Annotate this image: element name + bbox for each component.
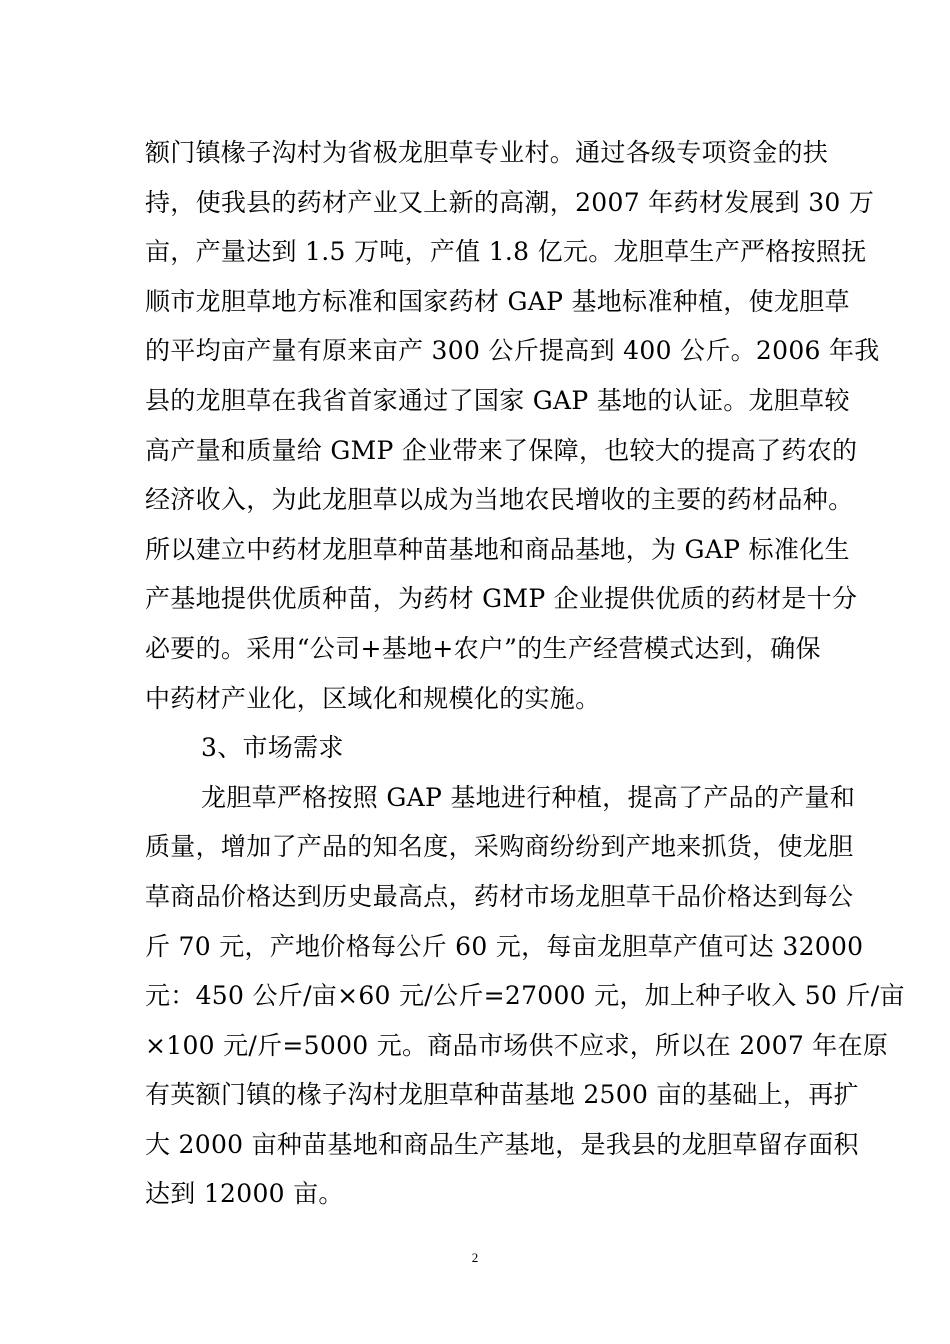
text-line: 亩，产量达到 1.5 万吨，产值 1.8 亿元。龙胆草生产严格按照抚 — [145, 237, 867, 267]
body-text — [145, 128, 905, 1219]
text-line: 龙胆草严格按照 GAP 基地进行种植，提高了产品的产量和 — [201, 782, 856, 812]
text-line: 产基地提供优质种苗，为药材 GMP 企业提供优质的药材是十分 — [145, 584, 858, 614]
text-line: 必要的。采用“公司+基地+农户”的生产经营模式达到，确保 — [145, 633, 821, 663]
text-line: 的平均亩产量有原来亩产 300 公斤提高到 400 公斤。2006 年我 — [145, 336, 880, 366]
text-line: 斤 70 元，产地价格每公斤 60 元，每亩龙胆草产值可达 32000 — [145, 931, 864, 961]
text-line: 经济收入，为此龙胆草以成为当地农民增收的主要的药材品种。 — [145, 485, 854, 515]
text-line: 高产量和质量给 GMP 企业带来了保障，也较大的提高了药农的 — [145, 435, 858, 465]
section-heading: 3、市场需求 — [201, 733, 344, 763]
text-line: 质量，增加了产品的知名度，采购商纷纷到产地来抓货，使龙胆 — [145, 832, 854, 862]
text-line: 所以建立中药材龙胆草种苗基地和商品基地，为 GAP 标准化生 — [145, 534, 850, 564]
text-line: 额门镇椽子沟村为省极龙胆草专业村。通过各级专项资金的扶 — [145, 138, 829, 167]
text-line: 中药材产业化，区域化和规模化的实施。 — [145, 683, 601, 713]
text-line: 达到 12000 亩。 — [145, 1179, 344, 1209]
text-line: 大 2000 亩种苗基地和商品生产基地，是我县的龙胆草留存面积 — [145, 1129, 859, 1159]
text-line: 有英额门镇的椽子沟村龙胆草种苗基地 2500 亩的基础上，再扩 — [145, 1080, 859, 1110]
text-line: 顺市龙胆草地方标准和国家药材 GAP 基地标准种植，使龙胆草 — [145, 286, 850, 316]
text-line: 县的龙胆草在我省首家通过了国家 GAP 基地的认证。龙胆草较 — [145, 385, 850, 415]
text-line: 持，使我县的药材产业又上新的高潮，2007 年药材发展到 30 万 — [145, 187, 875, 217]
text-line: ×100 元/斤=5000 元。商品市场供不应求，所以在 2007 年在原 — [145, 1030, 889, 1060]
text-line: 元：450 公斤/亩×60 元/公斤=27000 元，加上种子收入 50 斤/亩 — [145, 981, 905, 1011]
text-line: 草商品价格达到历史最高点，药材市场龙胆草干品价格达到每公 — [145, 881, 854, 911]
page-number: 2 — [471, 1250, 479, 1265]
